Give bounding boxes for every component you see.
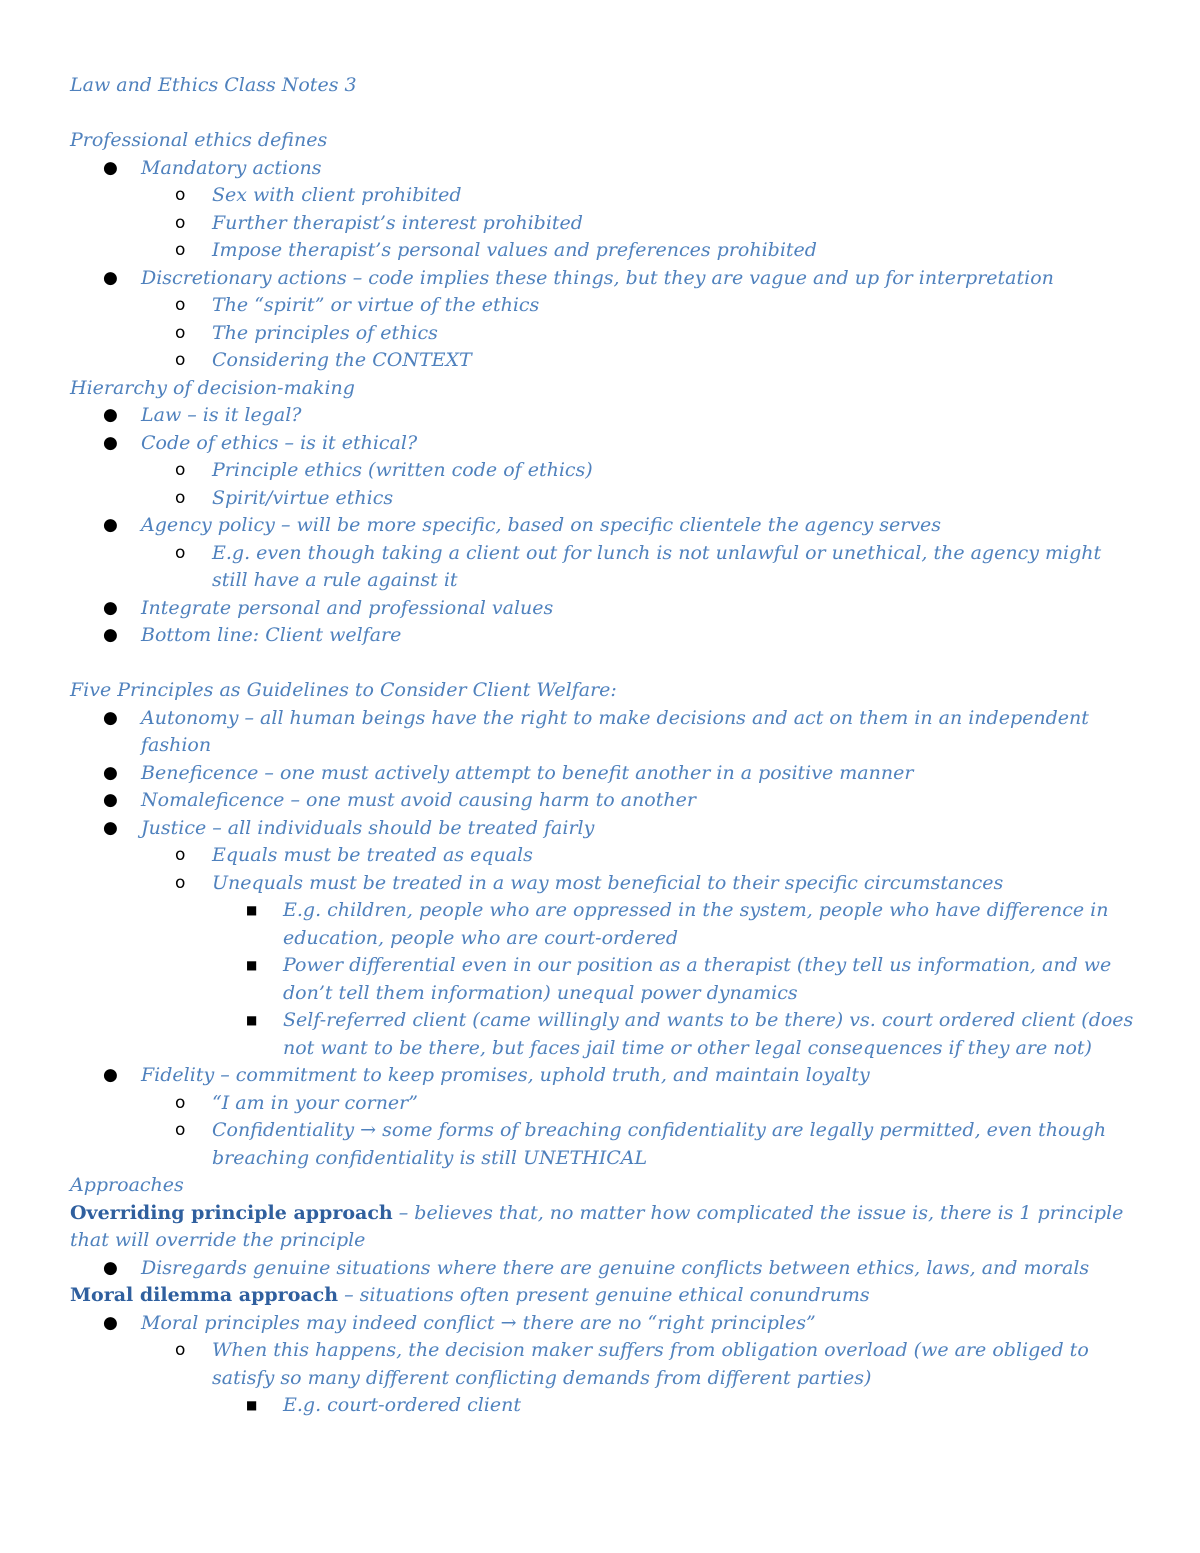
bullet-disc: ●: [103, 267, 118, 288]
list-item: [70, 815, 1140, 843]
item-text: E.g. court-ordered client: [283, 1394, 521, 1416]
bullet-square: ■: [246, 1013, 258, 1027]
list-item: [70, 540, 1140, 595]
item-text: Bottom line: Client welfare: [141, 624, 402, 646]
list-item: [70, 705, 1140, 760]
list-item: [70, 155, 1140, 183]
item-text: Agency policy – will be more specific, based on specific clientele the agency serves: [141, 514, 942, 536]
item-text: Mandatory actions: [141, 156, 322, 179]
document-title: Law and Ethics Class Notes 3: [70, 74, 357, 96]
bullet-disc: ●: [103, 432, 118, 453]
bullet-disc: ●: [103, 1257, 118, 1278]
list-item: [70, 1392, 1140, 1420]
bullet-circle: o: [175, 350, 186, 370]
bullet-circle: o: [175, 322, 186, 343]
list-item: [70, 512, 1140, 540]
item-text: The “spirit” or virtue of the ethics: [212, 294, 540, 316]
item-text: Considering the CONTEXT: [212, 349, 472, 371]
section-heading: [70, 127, 1140, 155]
item-text: Moral principles may indeed conflict → there are no “right principles”: [141, 1311, 816, 1334]
bullet-square: ■: [246, 903, 258, 917]
notes-body: [70, 72, 1140, 1420]
list-item: [70, 237, 1140, 265]
section-heading: [70, 375, 1140, 403]
item-text: Code of ethics – is it ethical?: [141, 431, 418, 454]
bullet-circle: o: [175, 1092, 186, 1113]
bullet-circle: o: [175, 487, 186, 508]
item-text: Equals must be treated as equals: [212, 844, 533, 866]
list-item: [70, 622, 1140, 650]
bullet-disc: ●: [103, 405, 118, 425]
list-item: [70, 1090, 1140, 1118]
bullet-disc: ●: [103, 707, 118, 728]
item-text: Discretionary actions – code implies these things, but they are vague and up for interpretation: [141, 266, 1054, 289]
item-text: “I am in your corner”: [212, 1091, 418, 1114]
bullet-disc: ●: [103, 625, 118, 645]
item-text: Disregards genuine situations where there are genuine conflicts between ethics, laws, and morals: [141, 1256, 1090, 1279]
bullet-disc: ●: [103, 515, 118, 535]
bullet-disc: ●: [103, 1065, 118, 1085]
item-text: Hierarchy of decision-making: [70, 376, 355, 399]
blank-line: [70, 650, 1140, 678]
item-text: Principle ethics (written code of ethics): [212, 459, 593, 481]
list-item: [70, 292, 1140, 320]
bullet-circle: o: [175, 1120, 186, 1140]
section-heading: [70, 1172, 1140, 1200]
item-text: Further therapist’s interest prohibited: [212, 211, 583, 234]
list-item: [70, 485, 1140, 513]
item-text: E.g. even though taking a client out for lunch is not unlawful or unethical, the agency might still have a rule against it: [212, 541, 1102, 591]
list-item: [70, 897, 1140, 952]
bullet-disc: ●: [103, 1312, 118, 1333]
item-text: E.g. children, people who are oppressed in the system, people who have difference in education, people who are court-ordered: [283, 899, 1109, 949]
bullet-circle: o: [175, 542, 186, 563]
item-text: The principles of ethics: [212, 321, 438, 344]
bullet-circle: o: [175, 460, 186, 480]
section-heading: [70, 1200, 1140, 1255]
list-item: [70, 210, 1140, 238]
item-text: – situations often present genuine ethical conundrums: [338, 1284, 870, 1306]
list-item: [70, 787, 1140, 815]
bullet-circle: o: [175, 1340, 186, 1360]
section-heading: [70, 677, 1140, 705]
bullet-circle: o: [175, 212, 186, 233]
bullet-circle: o: [175, 185, 186, 205]
list-item: [70, 265, 1140, 293]
bullet-disc: ●: [103, 790, 118, 810]
item-text: Power differential even in our position as a therapist (they tell us information, and we don’t tell them information) unequal power dynamics: [283, 954, 1112, 1004]
list-item: [70, 347, 1140, 375]
list-item: [70, 1007, 1140, 1062]
item-text: Confidentiality → some forms of breaching confidentiality are legally permitted, even though breaching confidentiality is still UNETHICAL: [212, 1119, 1107, 1169]
item-text: Five Principles as Guidelines to Consider Client Welfare:: [70, 679, 617, 701]
item-text: Fidelity – commitment to keep promises, uphold truth, and maintain loyalty: [141, 1064, 870, 1086]
bullet-circle: o: [175, 845, 186, 865]
list-item: [70, 1117, 1140, 1172]
bullet-disc: ●: [103, 597, 118, 618]
list-item: [70, 870, 1140, 898]
bullet-disc: ●: [103, 817, 118, 838]
list-item: [70, 952, 1140, 1007]
item-text: Spirit/virtue ethics: [212, 486, 394, 509]
item-text: Self-referred client (came willingly and wants to be there) vs. court ordered client (does not want to be there, but faces jail time or other legal consequences if they are not): [283, 1009, 1134, 1059]
list-item: [70, 1337, 1140, 1392]
list-item: [70, 595, 1140, 623]
item-text: Sex with client prohibited: [212, 184, 462, 206]
list-item: [70, 1310, 1140, 1338]
list-item: [70, 320, 1140, 348]
notes-outline: [70, 127, 1140, 1420]
bullet-disc: ●: [103, 157, 118, 178]
section-heading: [70, 1282, 1140, 1310]
item-text: Impose therapist’s personal values and preferences prohibited: [212, 239, 817, 261]
bullet-square: ■: [246, 958, 258, 972]
bullet-circle: o: [175, 872, 186, 893]
list-item: [70, 182, 1140, 210]
bullet-circle: o: [175, 295, 186, 315]
list-item: [70, 1062, 1140, 1090]
item-text: Autonomy – all human beings have the right to make decisions and act on them in an independent fashion: [141, 706, 1089, 756]
list-item: [70, 457, 1140, 485]
list-item: [70, 760, 1140, 788]
list-item: [70, 402, 1140, 430]
list-item: [70, 1255, 1140, 1283]
item-text: When this happens, the decision maker suffers from obligation overload (we are obliged to satisfy so many different conflicting demands from different parties): [212, 1339, 1089, 1389]
item-text: – believes that, no matter how complicated the issue is, there is 1 principle that will override the principle: [70, 1201, 1124, 1251]
list-item: [70, 430, 1140, 458]
item-text: Professional ethics defines: [70, 129, 328, 151]
item-text: Unequals must be treated in a way most beneficial to their specific circumstances: [212, 871, 1004, 894]
bullet-square: ■: [246, 1398, 258, 1412]
approach-term: Moral dilemma approach: [70, 1284, 339, 1306]
bullet-circle: o: [175, 240, 186, 260]
item-text: Nomaleficence – one must avoid causing harm to another: [141, 789, 696, 811]
item-text: Justice – all individuals should be treated fairly: [141, 816, 595, 839]
blank-line: [70, 100, 1140, 128]
bullet-disc: ●: [103, 762, 118, 783]
approach-term: Overriding principle approach: [70, 1201, 393, 1224]
item-text: Law – is it legal?: [141, 404, 302, 426]
item-text: Integrate personal and professional values: [141, 596, 554, 619]
list-item: [70, 842, 1140, 870]
item-text: Beneficence – one must actively attempt to benefit another in a positive manner: [141, 761, 914, 784]
item-text: Approaches: [70, 1174, 184, 1196]
